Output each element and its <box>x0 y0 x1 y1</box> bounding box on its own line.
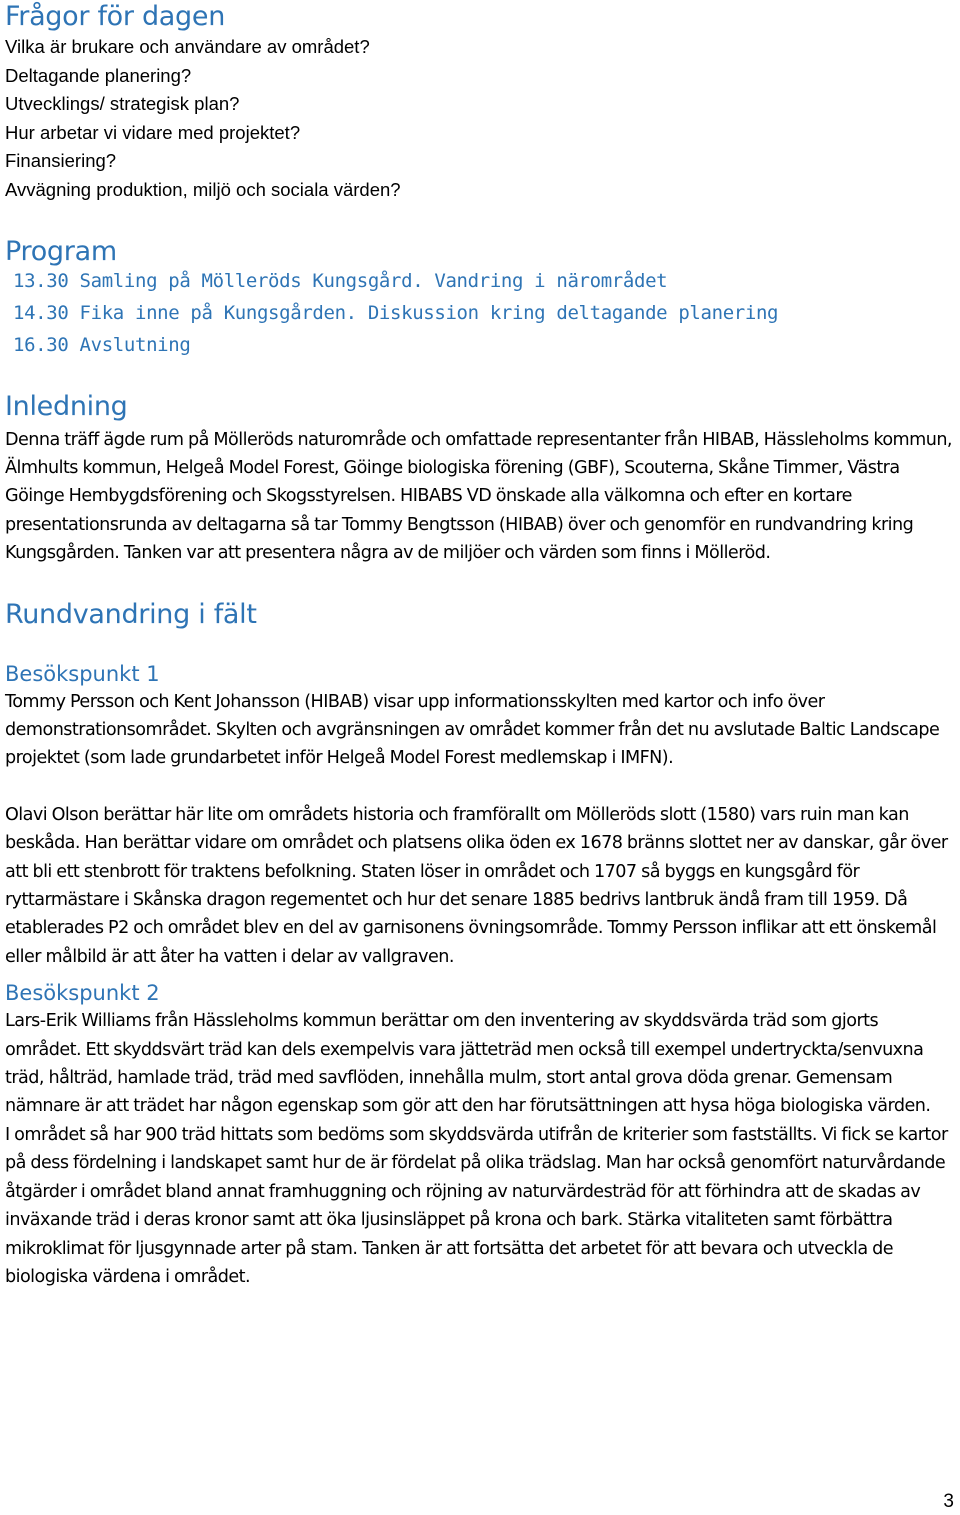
field-walk-heading: Rundvandring i fält <box>5 598 257 630</box>
page-number: 3 <box>943 1491 954 1512</box>
intro-heading: Inledning <box>5 390 128 422</box>
question-item: Hur arbetar vi vidare med projektet? <box>5 121 301 143</box>
program-heading: Program <box>5 235 117 267</box>
document-page <box>5 0 955 1291</box>
questions-list <box>5 33 955 205</box>
intro-paragraph: Denna träff ägde rum på Mölleröds naturområde och omfattade representanter från HIBAB, Hässleholms kommun, Älmhults kommun, Helgeå Model Forest, Göinge biologiska förening (GBF), Scouterna, Skåne Timmer, Västra Göinge Hembygdsförening och Skogsstyrelsen. HIBABS VD önskade alla välkomna och efter en kortare presentationsrunda av deltagarna så tar Tommy Bengtsson (HIBAB) över och genomför en rundvandring kring Kungsgården. Tanken var att presentera några av de miljöer och värden som finns i Mölleröd. <box>5 429 952 564</box>
program-item: 16.30 Avslutning <box>13 333 191 356</box>
question-item: Finansiering? <box>5 150 117 172</box>
stop2-paragraph: I området så har 900 träd hittats som bedöms som skyddsvärda utifrån de kriterier som fastställts. Vi fick se kartor på dess fördelning i landskapet samt hur de är fördelat på olika trädslag. Man har också genomfört naturvårdande åtgärder i området bland annat framhuggning och röjning av naturvärdesträd för att förhindra att de skadas av inväxande träd i deras kronor samt att öka ljusinsläppet på krona och bark. Stärka vitaliteten samt förbättra mikroklimat för ljusgynnade arter på stam. Tanken är att fortsätta det arbetet för att bevara och utveckla de biologiska värdena i området. <box>5 1124 948 1287</box>
stop1-heading: Besökspunkt 1 <box>5 661 160 686</box>
stop2-paragraph: Lars-Erik Williams från Hässleholms kommun berättar om den inventering av skyddsvärda träd som gjorts området. Ett skyddsvärt träd kan dels exempelvis vara jätteträd men också till exempel undertryckta/senvuxna träd, hålträd, hamlade träd, träd med savflöden, innehålla mulm, stort antal grova döda grenar. Gemensam nämnare är att trädet har någon egenskap som gör att den har förutsättningen att hysa höga biologiska värden. <box>5 1011 931 1117</box>
stop1-paragraph: Olavi Olson berättar här lite om områdets historia och framförallt om Mölleröds slott (1580) vars ruin man kan beskåda. Han berättar vidare om området och platsens olika öden ex 1678 bränns slottet ner av danskar, går över att bli ett stenbrott för traktens befolkning. Staten löser in området och 1707 så byggs en kungsgård för ryttarmästare i Skånska dragon regementet och hur det senare 1885 bedrivs lantbruk ändå fram till 1959. Då etablerades P2 och området blev en del av garnisonens övningsområde. Tommy Persson inflikar att ett önskemål eller målbild är att åter ha vatten i delar av vallgraven. <box>5 804 948 967</box>
question-item: Deltagande planering? <box>5 64 192 86</box>
question-item: Vilka är brukare och användare av området? <box>5 36 370 57</box>
stop2-heading: Besökspunkt 2 <box>5 981 160 1006</box>
program-list <box>5 265 955 361</box>
program-item: 13.30 Samling på Mölleröds Kungsgård. Vandring i närområdet <box>13 269 668 292</box>
questions-heading: Frågor för dagen <box>5 1 226 32</box>
program-item: 14.30 Fika inne på Kungsgården. Diskussion kring deltagande planering <box>13 301 779 324</box>
question-item: Avvägning produktion, miljö och sociala värden? <box>5 178 401 200</box>
stop1-paragraph: Tommy Persson och Kent Johansson (HIBAB) visar upp informationsskylten med kartor och info över demonstrationsområdet. Skylten och avgränsningen av området kommer från det nu avslutade Baltic Landscape projektet (som lade grundarbetet inför Helgeå Model Forest medlemskap i IMFN). <box>5 691 940 769</box>
question-item: Utvecklings/ strategisk plan? <box>5 93 240 115</box>
